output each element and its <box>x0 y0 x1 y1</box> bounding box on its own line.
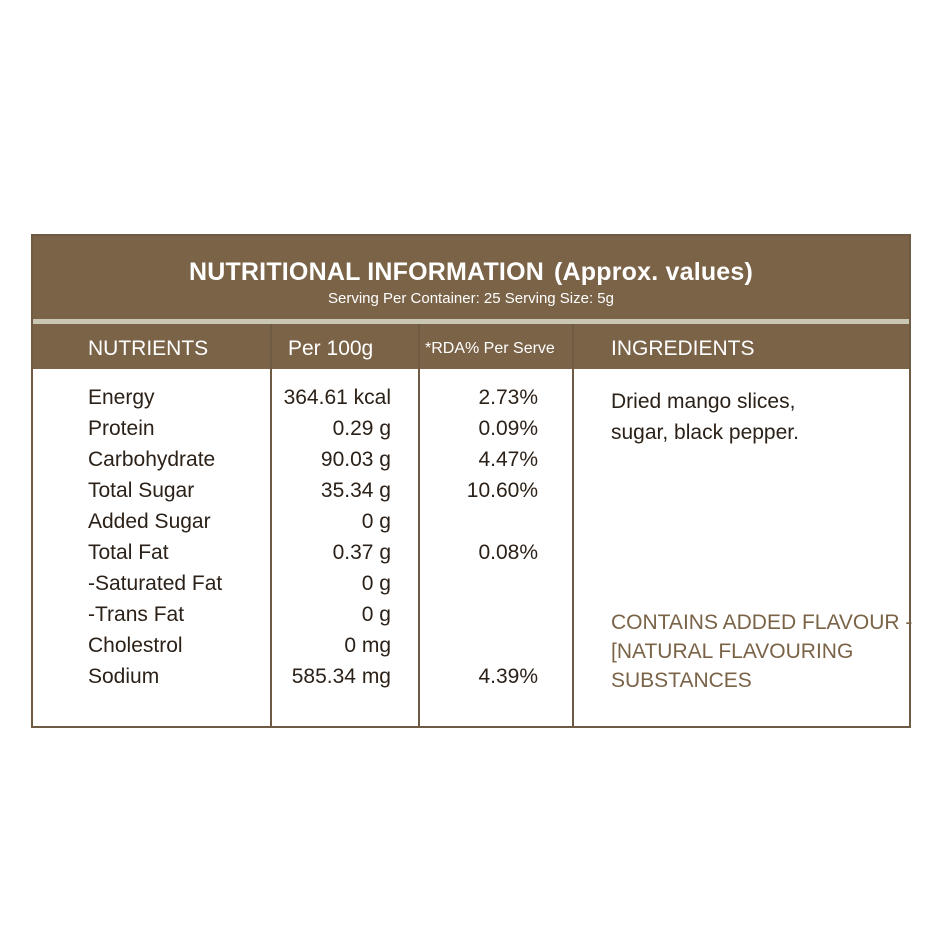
flavour-line: CONTAINS ADDED FLAVOUR - <box>611 611 913 634</box>
header-per-100g: Per 100g <box>288 337 374 360</box>
column-divider <box>418 324 420 726</box>
nutrient-name: Energy <box>88 386 155 409</box>
nutrient-name: Carbohydrate <box>88 448 216 471</box>
rda-value: 4.39% <box>478 665 538 688</box>
nutrient-name: Cholestrol <box>88 634 183 657</box>
rda-value: 4.47% <box>478 448 538 471</box>
nutrient-name: -Trans Fat <box>88 603 185 626</box>
flavour-note <box>611 608 912 695</box>
per-100g-value: 0.29 g <box>332 417 391 440</box>
title-note: (Approx. values) <box>553 258 754 286</box>
column-divider <box>572 324 574 726</box>
per-100g-value: 0.37 g <box>332 541 391 564</box>
nutrient-name: Total Fat <box>88 541 169 564</box>
ingredients-list <box>611 386 799 448</box>
nutrition-panel <box>31 234 911 728</box>
rda-value: 2.73% <box>478 386 538 409</box>
flavour-line: [NATURAL FLAVOURING <box>611 640 854 663</box>
rda-value: 0.09% <box>478 417 538 440</box>
panel-title <box>33 258 909 287</box>
column-header-band <box>33 324 909 369</box>
serving-info: Serving Per Container: 25 Serving Size: 5g <box>328 290 614 307</box>
per-100g-value: 0 g <box>361 603 391 626</box>
per-100g-value: 35.34 g <box>320 479 391 502</box>
title-text: NUTRITIONAL INFORMATION <box>188 258 544 286</box>
per-100g-value: 0 g <box>361 572 391 595</box>
nutrient-name: Protein <box>88 417 155 440</box>
nutrient-name: Sodium <box>88 665 160 688</box>
per-100g-value: 90.03 g <box>320 448 391 471</box>
per-100g-value: 0 g <box>361 510 391 533</box>
column-divider <box>270 324 272 726</box>
rda-value: 0.08% <box>478 541 538 564</box>
per-100g-value: 585.34 mg <box>291 665 391 688</box>
ingredients-line: sugar, black pepper. <box>611 421 799 444</box>
title-band <box>33 236 909 319</box>
nutrient-name: Added Sugar <box>88 510 211 533</box>
ingredients-line: Dried mango slices, <box>611 390 796 413</box>
rda-value: 10.60% <box>466 479 538 502</box>
flavour-line: SUBSTANCES <box>611 669 752 692</box>
header-nutrients: NUTRIENTS <box>88 337 209 360</box>
per-100g-value: 0 mg <box>344 634 391 657</box>
header-ingredients: INGREDIENTS <box>611 337 755 360</box>
nutrient-name: -Saturated Fat <box>88 572 223 595</box>
per-100g-value: 364.61 kcal <box>283 386 391 409</box>
header-rda: *RDA% Per Serve <box>425 340 555 357</box>
nutrient-name: Total Sugar <box>88 479 195 502</box>
